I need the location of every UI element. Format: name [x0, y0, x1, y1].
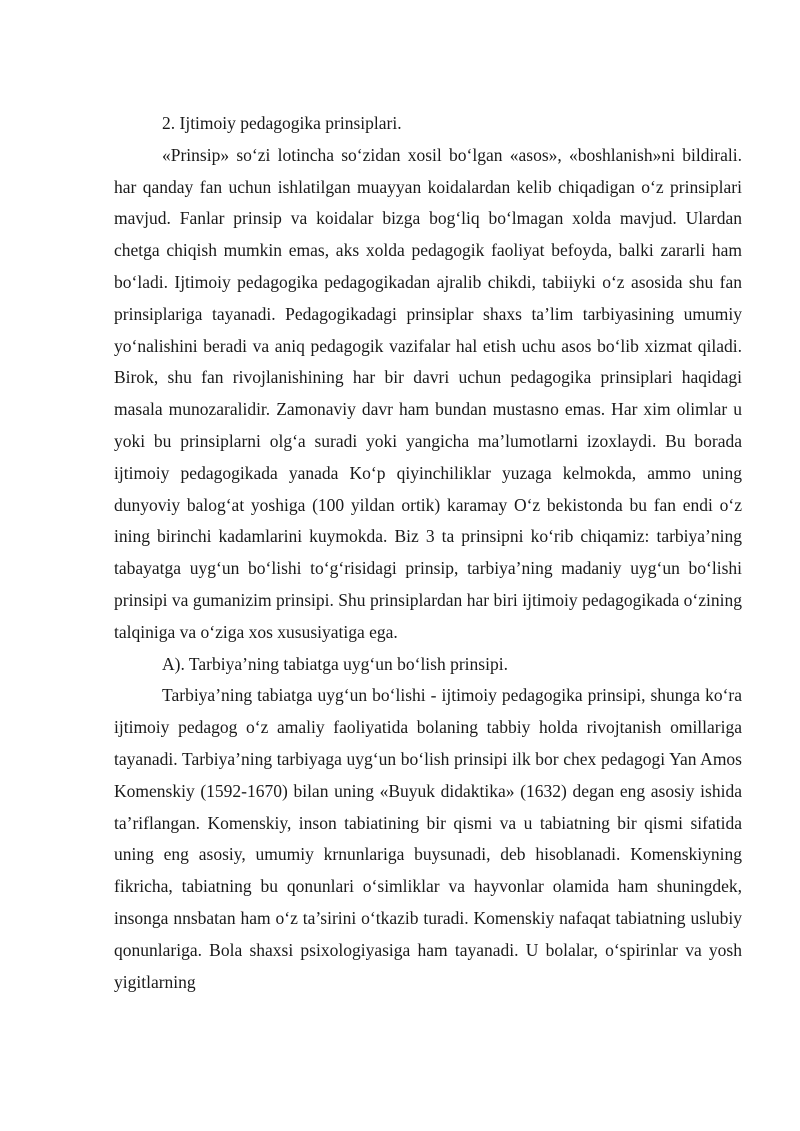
document-body	[114, 108, 742, 998]
subsection-paragraph: Tarbiya’ning tabiatga uyg‘un bo‘lishi - ijtimoiy pedagogika prinsipi, shunga ko‘ra ijtimoiy pedagog o‘z amaliy faoliyatida bolaning tabbiy holda rivojtanish omillariga tayanadi. Tarbiya’ning tarbiyaga uyg‘un bo‘lish prinsipi ilk bor chex pedagogi Yan Amos Komenskiy (1592-1670) bilan uning «Buyuk didaktika» (1632) degan eng asosiy ishida ta’riflangan. Komenskiy, inson tabiatining bir qismi va u tabiatning bir qismi sifatida uning eng asosiy, umumiy krnunlariga buysunadi, deb hisoblanadi. Komenskiyning fikricha, tabiatning bu qonunlari o‘simliklar va hayvonlar olamida ham shuningdek, insonga nnsbatan ham o‘z ta’sirini o‘tkazib turadi. Komenskiy nafaqat tabiatning uslubiy qonunlariga. Bola shaxsi psixologiyasiga ham tayanadi. U bolalar, o‘spirinlar va yosh yigitlarning	[114, 685, 742, 992]
section-title: 2. Ijtimoiy pedagogika prinsiplari.	[162, 113, 402, 133]
subsection-title: A). Tarbiya’ning tabiatga uyg‘un bo‘lish prinsipi.	[162, 653, 508, 674]
intro-paragraph: «Prinsip» so‘zi lotincha so‘zidan xosil bo‘lgan «asos», «boshlanish»ni bildirali. har qanday fan uchun ishlatilgan muayyan koidalardan kelib chiqadigan o‘z prinsiplari mavjud. Fanlar prinsip va koidalar bizga bog‘liq bo‘lmagan xolda mavjud. Ulardan chetga chiqish mumkin emas, aks xolda pedagogik faoliyat befoyda, balki zararli ham bo‘ladi. Ijtimoiy pedagogika pedagogikadan ajralib chikdi, tabiiyki o‘z asosida shu fan prinsiplariga tayanadi. Pedagogikadagi prinsiplar shaxs ta’lim tarbiyasining umumiy yo‘nalishini beradi va aniq pedagogik vazifalar hal etish uchu asos bo‘lib xizmat qiladi. Birok, shu fan rivojlanishining har bir davri uchun pedagogika prinsiplari haqidagi masala munozaralidir. Zamonaviy davr ham bundan mustasno emas. Har xim olimlar u yoki bu prinsiplarni olg‘a suradi yoki yangicha ma’lumotlarni izoxlaydi. Bu borada ijtimoiy pedagogikada yanada Ko‘p qiyinchiliklar yuzaga kelmokda, ammo uning dunyoviy balog‘at yoshiga (100 yildan ortik) karamay O‘z bekistonda bu fan endi o‘z ining birinchi kadamlarini kuymokda. Biz 3 ta prinsipni ko‘rib chiqamiz: tarbiya’ning tabayatga uyg‘un bo‘lishi to‘g‘risidagi prinsip, tarbiya’ning madaniy uyg‘un bo‘lishi prinsipi va gumanizim prinsipi. Shu prinsiplardan har biri ijtimoiy pedagogikada o‘zining talqiniga va o‘ziga xos xususiyatiga ega.	[114, 144, 742, 642]
